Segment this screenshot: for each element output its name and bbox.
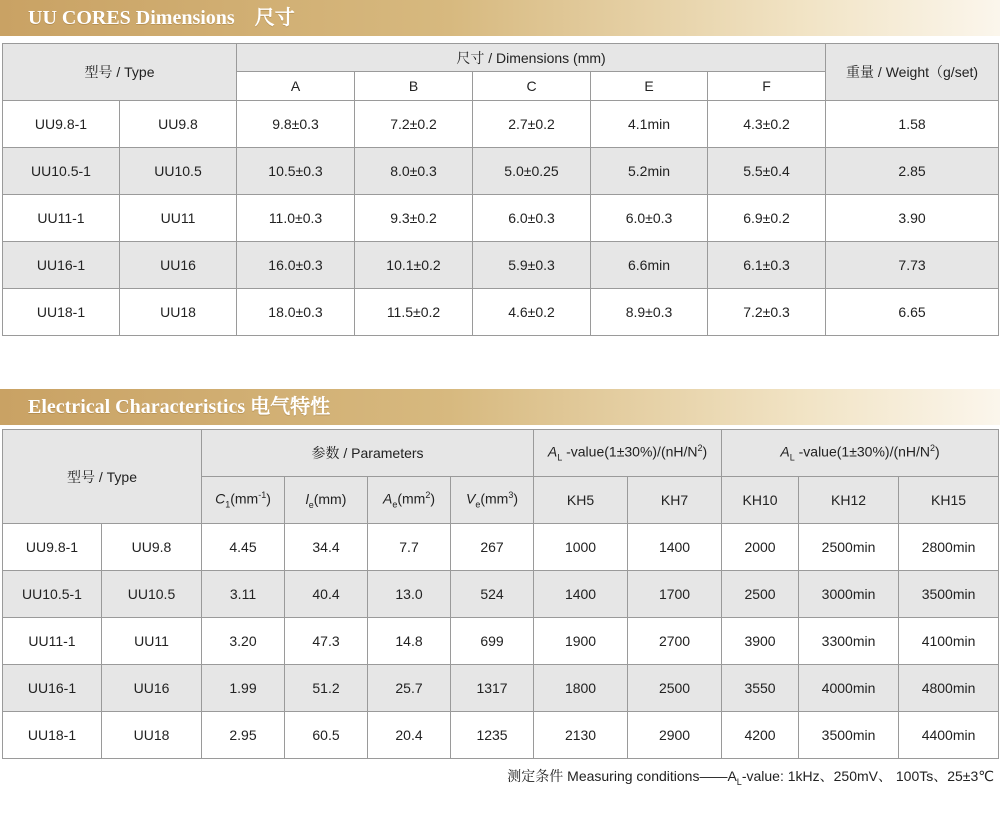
kh10-value: 2500 bbox=[722, 571, 799, 618]
part-type: UU9.8 bbox=[120, 101, 237, 148]
type-header: 型号 / Type bbox=[3, 44, 237, 101]
kh7-value: 2500 bbox=[628, 665, 722, 712]
ve-value: 699 bbox=[451, 618, 534, 665]
part-type: UU10.5 bbox=[120, 148, 237, 195]
dim-c: 5.9±0.3 bbox=[473, 242, 591, 289]
dim-c: 4.6±0.2 bbox=[473, 289, 591, 336]
dim-a: 9.8±0.3 bbox=[237, 101, 355, 148]
ve-value: 1317 bbox=[451, 665, 534, 712]
dim-a: 11.0±0.3 bbox=[237, 195, 355, 242]
table-row bbox=[3, 195, 999, 242]
ae-value: 14.8 bbox=[368, 618, 451, 665]
electrical-table bbox=[2, 429, 999, 759]
dimensions-header: 尺寸 / Dimensions (mm) bbox=[237, 44, 826, 72]
table-row bbox=[3, 571, 999, 618]
dim-f: 4.3±0.2 bbox=[708, 101, 826, 148]
part-code: UU16-1 bbox=[3, 665, 102, 712]
c1-value: 3.20 bbox=[202, 618, 285, 665]
measuring-conditions-note: 测定条件 Measuring $conditions——A_L$-value: 1kHz、250mV、 100Ts、25±3℃ bbox=[507, 768, 994, 787]
part-type: UU11 bbox=[102, 618, 202, 665]
dimensions-section-title: UU CORES Dimensions 尺寸 bbox=[0, 0, 1000, 36]
dim-b: 10.1±0.2 bbox=[355, 242, 473, 289]
dim-c: 6.0±0.3 bbox=[473, 195, 591, 242]
c1-value: 3.11 bbox=[202, 571, 285, 618]
dim-c: 5.0±0.25 bbox=[473, 148, 591, 195]
part-type: UU16 bbox=[102, 665, 202, 712]
kh12-value: 2500min bbox=[799, 524, 899, 571]
electrical-section-title: Electrical Characteristics 电气特性 bbox=[0, 389, 1000, 425]
kh5-value: 2130 bbox=[534, 712, 628, 759]
kh10-header: KH10 bbox=[722, 477, 799, 524]
table-row bbox=[3, 665, 999, 712]
part-code: UU18-1 bbox=[3, 712, 102, 759]
kh10-value: 3550 bbox=[722, 665, 799, 712]
weight: 2.85 bbox=[826, 148, 999, 195]
part-code: UU18-1 bbox=[3, 289, 120, 336]
dim-b: 9.3±0.2 bbox=[355, 195, 473, 242]
kh15-value: 3500min bbox=[899, 571, 999, 618]
dim-f: 5.5±0.4 bbox=[708, 148, 826, 195]
kh7-value: 2700 bbox=[628, 618, 722, 665]
kh5-value: 1900 bbox=[534, 618, 628, 665]
ae-header: $A_e(mm^2)$ bbox=[368, 477, 451, 524]
part-code: UU11-1 bbox=[3, 618, 102, 665]
c1-value: 1.99 bbox=[202, 665, 285, 712]
dim-f: 6.1±0.3 bbox=[708, 242, 826, 289]
part-code: UU10.5-1 bbox=[3, 571, 102, 618]
c1-header: $C_1(mm^{-1})$ bbox=[202, 477, 285, 524]
ve-header: $V_e(mm^3)$ bbox=[451, 477, 534, 524]
kh12-value: 3500min bbox=[799, 712, 899, 759]
kh10-value: 2000 bbox=[722, 524, 799, 571]
kh10-value: 4200 bbox=[722, 712, 799, 759]
kh5-value: 1000 bbox=[534, 524, 628, 571]
kh7-value: 1400 bbox=[628, 524, 722, 571]
dim-e: 4.1min bbox=[591, 101, 708, 148]
weight: 6.65 bbox=[826, 289, 999, 336]
ae-value: 20.4 bbox=[368, 712, 451, 759]
part-type: UU16 bbox=[120, 242, 237, 289]
dim-e: 8.9±0.3 bbox=[591, 289, 708, 336]
kh7-value: 1700 bbox=[628, 571, 722, 618]
kh12-value: 3000min bbox=[799, 571, 899, 618]
dim-e: 6.0±0.3 bbox=[591, 195, 708, 242]
c1-value: 4.45 bbox=[202, 524, 285, 571]
ae-value: 7.7 bbox=[368, 524, 451, 571]
dim-b: 11.5±0.2 bbox=[355, 289, 473, 336]
weight: 3.90 bbox=[826, 195, 999, 242]
table-row bbox=[3, 524, 999, 571]
dim-b: 8.0±0.3 bbox=[355, 148, 473, 195]
part-type: UU11 bbox=[120, 195, 237, 242]
part-code: UU11-1 bbox=[3, 195, 120, 242]
col-b-header: B bbox=[355, 72, 473, 101]
dim-a: 10.5±0.3 bbox=[237, 148, 355, 195]
kh15-value: 2800min bbox=[899, 524, 999, 571]
ve-value: 1235 bbox=[451, 712, 534, 759]
weight: 7.73 bbox=[826, 242, 999, 289]
col-f-header: F bbox=[708, 72, 826, 101]
kh12-value: 4000min bbox=[799, 665, 899, 712]
table-row bbox=[3, 148, 999, 195]
dim-a: 16.0±0.3 bbox=[237, 242, 355, 289]
dim-c: 2.7±0.2 bbox=[473, 101, 591, 148]
dim-f: 7.2±0.3 bbox=[708, 289, 826, 336]
ae-value: 13.0 bbox=[368, 571, 451, 618]
kh12-value: 3300min bbox=[799, 618, 899, 665]
weight-header: 重量 / Weight（g/set) bbox=[826, 44, 999, 101]
weight: 1.58 bbox=[826, 101, 999, 148]
kh5-value: 1400 bbox=[534, 571, 628, 618]
part-code: UU9.8-1 bbox=[3, 524, 102, 571]
part-code: UU10.5-1 bbox=[3, 148, 120, 195]
kh7-header: KH7 bbox=[628, 477, 722, 524]
type-header: 型号 / Type bbox=[3, 430, 202, 524]
le-header: $l_e(mm)$ bbox=[285, 477, 368, 524]
kh15-header: KH15 bbox=[899, 477, 999, 524]
part-type: UU9.8 bbox=[102, 524, 202, 571]
col-c-header: C bbox=[473, 72, 591, 101]
al-value-header-1: $A_L$ $-value(1\pm 30\%)/(nH/N^2)$ bbox=[534, 430, 722, 477]
ve-value: 524 bbox=[451, 571, 534, 618]
ve-value: 267 bbox=[451, 524, 534, 571]
part-code: UU9.8-1 bbox=[3, 101, 120, 148]
le-value: 40.4 bbox=[285, 571, 368, 618]
table-row bbox=[3, 101, 999, 148]
le-value: 34.4 bbox=[285, 524, 368, 571]
part-code: UU16-1 bbox=[3, 242, 120, 289]
ae-value: 25.7 bbox=[368, 665, 451, 712]
le-value: 51.2 bbox=[285, 665, 368, 712]
c1-value: 2.95 bbox=[202, 712, 285, 759]
kh12-header: KH12 bbox=[799, 477, 899, 524]
table-row bbox=[3, 712, 999, 759]
dim-b: 7.2±0.2 bbox=[355, 101, 473, 148]
table-row bbox=[3, 618, 999, 665]
kh5-header: KH5 bbox=[534, 477, 628, 524]
le-value: 60.5 bbox=[285, 712, 368, 759]
dim-a: 18.0±0.3 bbox=[237, 289, 355, 336]
le-value: 47.3 bbox=[285, 618, 368, 665]
al-value-header-2: $A_L$ $-value(1\pm 30\%)/(nH/N^2)$ bbox=[722, 430, 999, 477]
kh7-value: 2900 bbox=[628, 712, 722, 759]
part-type: UU18 bbox=[102, 712, 202, 759]
table-row bbox=[3, 289, 999, 336]
table-row bbox=[3, 242, 999, 289]
kh15-value: 4400min bbox=[899, 712, 999, 759]
dim-f: 6.9±0.2 bbox=[708, 195, 826, 242]
kh15-value: 4100min bbox=[899, 618, 999, 665]
dim-e: 6.6min bbox=[591, 242, 708, 289]
col-a-header: A bbox=[237, 72, 355, 101]
col-e-header: E bbox=[591, 72, 708, 101]
kh15-value: 4800min bbox=[899, 665, 999, 712]
parameters-header: 参数 / Parameters bbox=[202, 430, 534, 477]
part-type: UU18 bbox=[120, 289, 237, 336]
kh5-value: 1800 bbox=[534, 665, 628, 712]
dim-e: 5.2min bbox=[591, 148, 708, 195]
dimensions-table bbox=[2, 43, 999, 336]
part-type: UU10.5 bbox=[102, 571, 202, 618]
kh10-value: 3900 bbox=[722, 618, 799, 665]
